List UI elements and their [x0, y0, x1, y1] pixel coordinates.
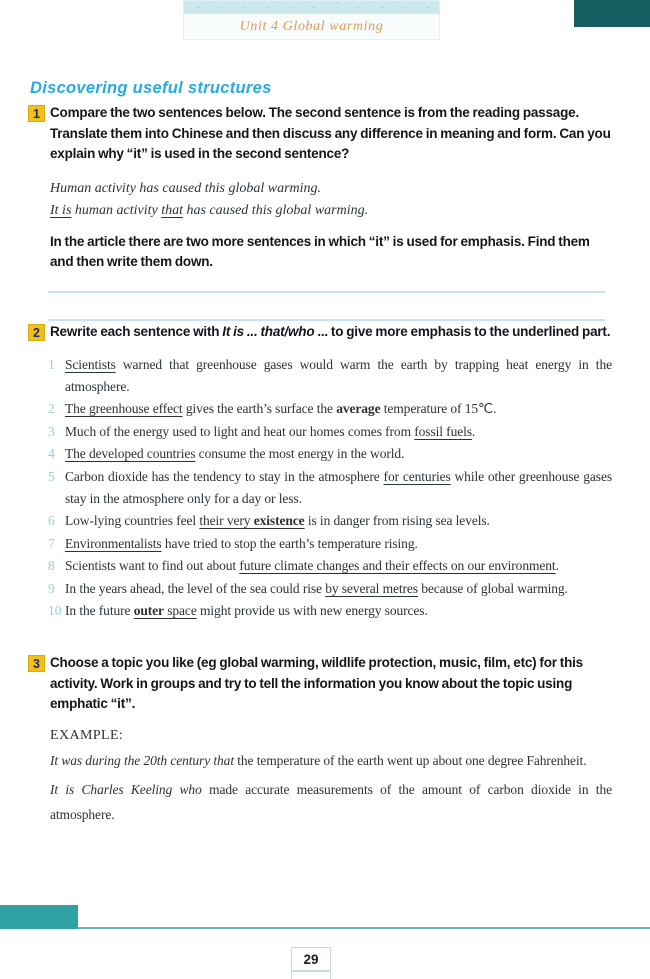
exercise-item-number: 7 [48, 535, 55, 551]
exercise-item-text [65, 421, 612, 443]
text-segment: might provide us with new energy sources. [196, 602, 428, 618]
task-1-follow-up: In the article there are two more sentences in which “it” is used for emphasis. Find them and then write them down. [50, 233, 590, 269]
exercise-list [48, 354, 612, 623]
text-segment: by several metres [325, 580, 418, 596]
text-segment: existence [253, 513, 305, 529]
text-segment: have tried to stop the earth’s temperature rising. [161, 535, 418, 551]
corner-color-tab [574, 0, 650, 27]
task-1 [28, 103, 612, 273]
exercise-item [48, 354, 612, 399]
task-2-instruction [50, 322, 612, 343]
text-segment: Low-lying countries feel [65, 513, 200, 529]
unit-banner [183, 0, 440, 40]
exercise-item-number: 5 [48, 468, 55, 484]
text-segment: It is [50, 202, 72, 218]
text-segment: space [163, 602, 197, 618]
exercise-item [48, 533, 612, 555]
exercise-item [48, 600, 612, 622]
text-segment: ... to give more emphasis to the underlined part. [314, 324, 611, 339]
text-segment: their very [199, 513, 254, 529]
text-segment: outer [133, 602, 164, 618]
text-segment: while other greenhouse gases stay in the atmosphere only for a day or less. [65, 468, 612, 506]
task-1-instruction: Compare the two sentences below. The second sentence is from the reading passage. Translate them into Chinese and then discuss any difference in meaning and form. Can you explain why “it” is used in the second sentence? [50, 105, 611, 161]
example-label: EXAMPLE: [50, 727, 124, 743]
exercise-item-text [65, 578, 612, 600]
model-sentence-b [50, 200, 612, 222]
text-segment: average [336, 401, 381, 417]
text-segment: Scientists [65, 356, 116, 372]
exercise-item-text [65, 510, 612, 532]
task-2-number-badge: 2 [28, 324, 45, 341]
exercise-item-text [65, 354, 612, 399]
exercise-item [48, 578, 612, 600]
exercise-item-number: 3 [48, 423, 55, 439]
text-segment: fossil fuels [414, 423, 472, 439]
exercise-item-text [65, 443, 612, 465]
example-sentences [28, 748, 612, 827]
text-segment: is in danger from rising sea levels. [304, 513, 490, 529]
unit-title: Unit 4 Global warming [239, 18, 384, 34]
exercise-item-number: 9 [48, 580, 55, 596]
text-segment: . [471, 423, 476, 439]
answer-line-2 [48, 319, 605, 321]
exercise-item-text [65, 600, 612, 622]
page-number-box [291, 947, 331, 971]
exercise-item-text [65, 533, 612, 555]
exercise-item [48, 443, 612, 465]
text-segment: made accurate measurements of the amount of carbon dioxide in the atmosphere. [50, 781, 612, 822]
section-heading: Discovering useful structures [30, 79, 272, 97]
task-3-instruction: Choose a topic you like (eg global warming, wildlife protection, music, film, etc) for this activity. Work in groups and try to tell the information you know about the topic using emphatic “it”. [50, 655, 583, 711]
text-segment: gives the earth’s surface the [182, 401, 337, 417]
text-segment: Carbon dioxide has the tendency to stay in the atmosphere [65, 468, 384, 484]
text-segment: . [555, 558, 559, 574]
text-segment: The greenhouse effect [65, 401, 183, 417]
example-sentence [50, 748, 612, 773]
text-segment: Human activity has caused this global warming. [50, 180, 322, 196]
exercise-item-number: 4 [48, 446, 55, 462]
text-segment: for centuries [383, 468, 451, 484]
text-segment: has caused this global warming. [182, 202, 369, 218]
text-segment: because of global warming. [417, 580, 568, 596]
text-segment: consume the most energy in the world. [195, 446, 405, 462]
exercise-item-number: 6 [48, 513, 55, 529]
page-number: 29 [303, 951, 319, 967]
text-segment: Rewrite each sentence with [50, 324, 223, 339]
task-1-model-sentences [50, 178, 612, 222]
banner-water-texture [183, 0, 440, 14]
exercise-item [48, 466, 612, 511]
text-segment: Much of the energy used to light and heat our homes comes from [65, 423, 415, 439]
exercise-item [48, 398, 612, 420]
exercise-item-number: 2 [48, 401, 55, 417]
example-sentence [50, 777, 612, 827]
footer-color-bar [0, 905, 78, 929]
text-segment: that [161, 202, 183, 218]
text-segment: It is Charles Keeling who [50, 781, 202, 797]
task-2 [28, 322, 612, 622]
exercise-item [48, 421, 612, 443]
exercise-item-number: 1 [48, 356, 55, 372]
exercise-item-number: 8 [48, 558, 55, 574]
exercise-item [48, 510, 612, 532]
exercise-item-text [65, 466, 612, 511]
text-segment: human activity [71, 202, 162, 218]
task-3 [28, 653, 612, 827]
text-segment: warned that greenhouse gases would warm the earth by trapping heat energy in the atmosphere. [65, 356, 612, 394]
banner-title-area [183, 14, 440, 40]
page-number-box-lower [291, 971, 331, 979]
text-segment: In the years ahead, the level of the sea could rise [65, 580, 326, 596]
text-segment: temperature of 15℃. [380, 401, 497, 417]
text-segment: the temperature of the earth went up about one degree Fahrenheit. [233, 752, 587, 768]
exercise-item-text [65, 398, 612, 420]
model-sentence-a [50, 178, 612, 200]
text-segment: It was during the 20th century that [50, 752, 234, 768]
text-segment: future climate changes and their effects on our environment [239, 558, 556, 574]
exercise-item [48, 555, 612, 577]
answer-line-1 [48, 291, 605, 293]
footer-rule [0, 927, 650, 929]
text-segment: It is ... that/who [222, 324, 315, 339]
task-3-number-badge: 3 [28, 655, 45, 672]
text-segment: Scientists want to find out about [65, 558, 240, 574]
exercise-item-text [65, 555, 612, 577]
task-1-number-badge: 1 [28, 105, 45, 122]
text-segment: In the future [65, 602, 134, 618]
text-segment: Environmentalists [65, 535, 162, 551]
exercise-item-number: 10 [48, 602, 62, 618]
text-segment: The developed countries [65, 446, 196, 462]
